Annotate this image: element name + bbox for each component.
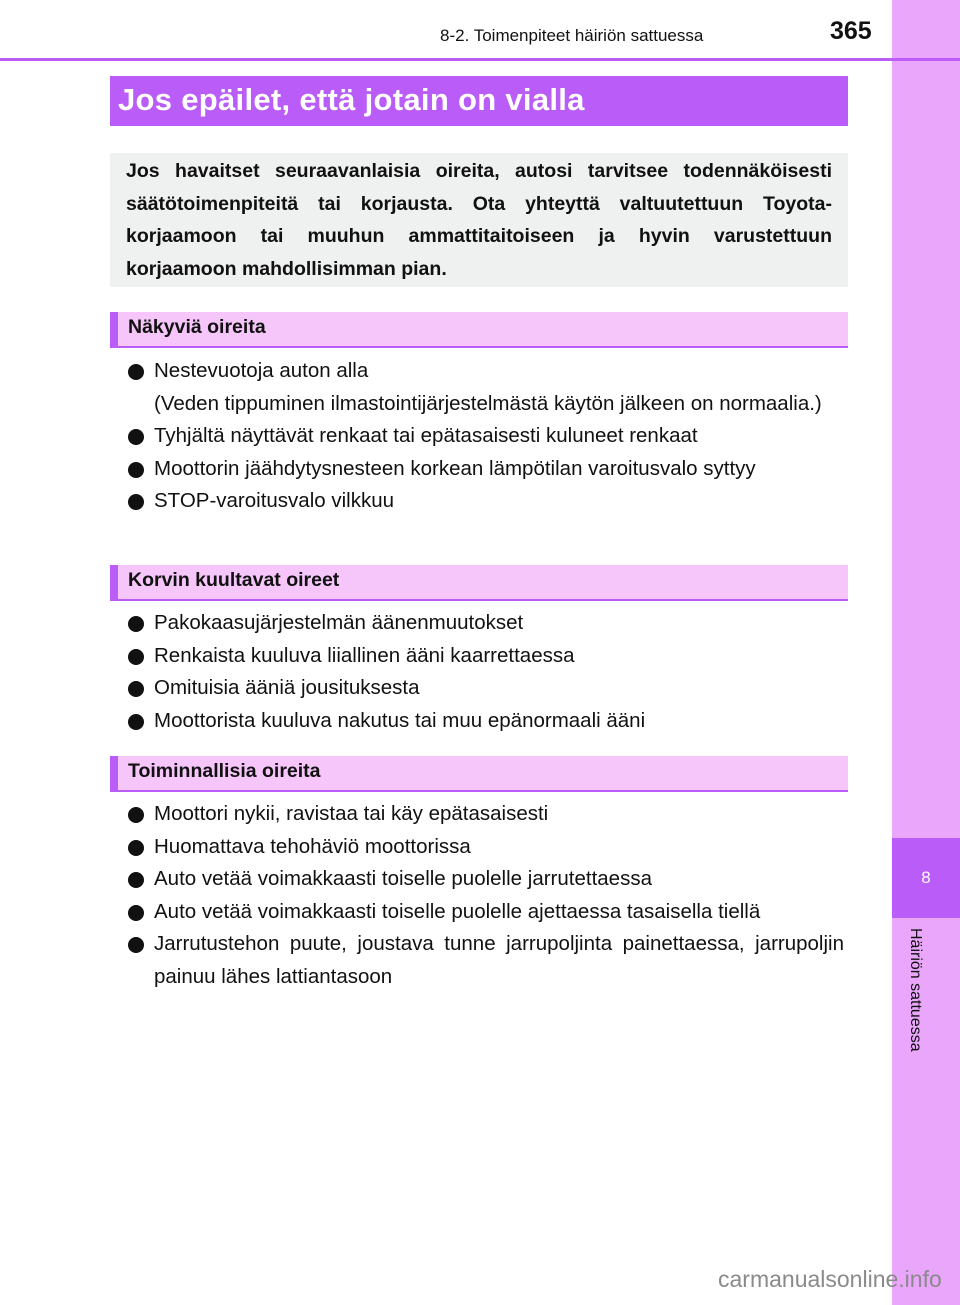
side-strip	[892, 0, 960, 1305]
header-section-title: 8-2. Toimenpiteet häiriön sattuessa	[440, 26, 704, 45]
header-divider	[0, 58, 960, 61]
chapter-tab[interactable]	[892, 838, 960, 918]
bullet-icon	[128, 649, 144, 665]
list-item: Pakokaasujärjestelmän äänenmuutokset	[128, 607, 844, 640]
watermark: carmanualsonline.info	[718, 1266, 942, 1292]
section-heading-visible-symptoms: Näkyviä oireita	[110, 312, 848, 348]
bullet-icon	[128, 714, 144, 730]
list-item: Auto vetää voimakkaasti toiselle puolelle jarrutettaessa	[128, 863, 844, 896]
list-item: Moottori nykii, ravistaa tai käy epätasaisesti	[128, 798, 844, 831]
bullet-icon	[128, 616, 144, 632]
list-item-note: (Veden tippuminen ilmastointijärjestelmästä käytön jälkeen on normaalia.)	[154, 391, 822, 415]
list-item: STOP-varoitusvalo vilkkuu	[128, 485, 844, 518]
bullet-icon	[128, 364, 144, 380]
chapter-label: Häiriön sattuessa	[907, 928, 924, 1052]
list-item: Huomattava tehohäviö moottorissa	[128, 831, 844, 864]
chapter-number: 8	[921, 868, 931, 887]
bullet-icon	[128, 840, 144, 856]
list-item: Nestevuotoja auton alla (Veden tippuminen ilmastointijärjestelmästä käytön jälkeen on normaalia.)	[128, 355, 844, 420]
bullet-icon	[128, 905, 144, 921]
list-item: Auto vetää voimakkaasti toiselle puolelle ajettaessa tasaisella tiellä	[128, 896, 844, 929]
bullet-icon	[128, 937, 144, 953]
bullet-icon	[128, 807, 144, 823]
list-item: Moottorin jäähdytysnesteen korkean lämpötilan varoitusvalo syttyy	[128, 453, 844, 486]
bullet-icon	[128, 681, 144, 697]
list-item: Renkaista kuuluva liiallinen ääni kaarrettaessa	[128, 640, 844, 673]
list-item: Tyhjältä näyttävät renkaat tai epätasaisesti kuluneet renkaat	[128, 420, 844, 453]
section-heading-audible-symptoms: Korvin kuultavat oireet	[110, 565, 848, 601]
functional-symptoms-list	[128, 798, 844, 993]
bullet-icon	[128, 872, 144, 888]
page-title: Jos epäilet, että jotain on vialla	[110, 76, 848, 126]
visible-symptoms-list	[128, 355, 844, 518]
page-number: 365	[830, 17, 872, 45]
list-item: Jarrutustehon puute, joustava tunne jarrupoljinta painettaessa, jarrupoljin painuu lähes lattiantasoon	[128, 928, 844, 993]
section-heading-functional-symptoms: Toiminnallisia oireita	[110, 756, 848, 792]
bullet-icon	[128, 429, 144, 445]
bullet-icon	[128, 494, 144, 510]
bullet-icon	[128, 462, 144, 478]
intro-box: Jos havaitset seuraavanlaisia oireita, autosi tarvitsee todennäköisesti säätötoimenpiteitä tai korjausta. Ota yhteyttä valtuutettuun Toyota-korjaamoon tai muuhun ammattitaitoiseen ja hyvin varustettuun korjaamoon mahdollisimman pian.	[110, 153, 848, 287]
audible-symptoms-list	[128, 607, 844, 737]
list-item: Omituisia ääniä jousituksesta	[128, 672, 844, 705]
list-item: Moottorista kuuluva nakutus tai muu epänormaali ääni	[128, 705, 844, 738]
